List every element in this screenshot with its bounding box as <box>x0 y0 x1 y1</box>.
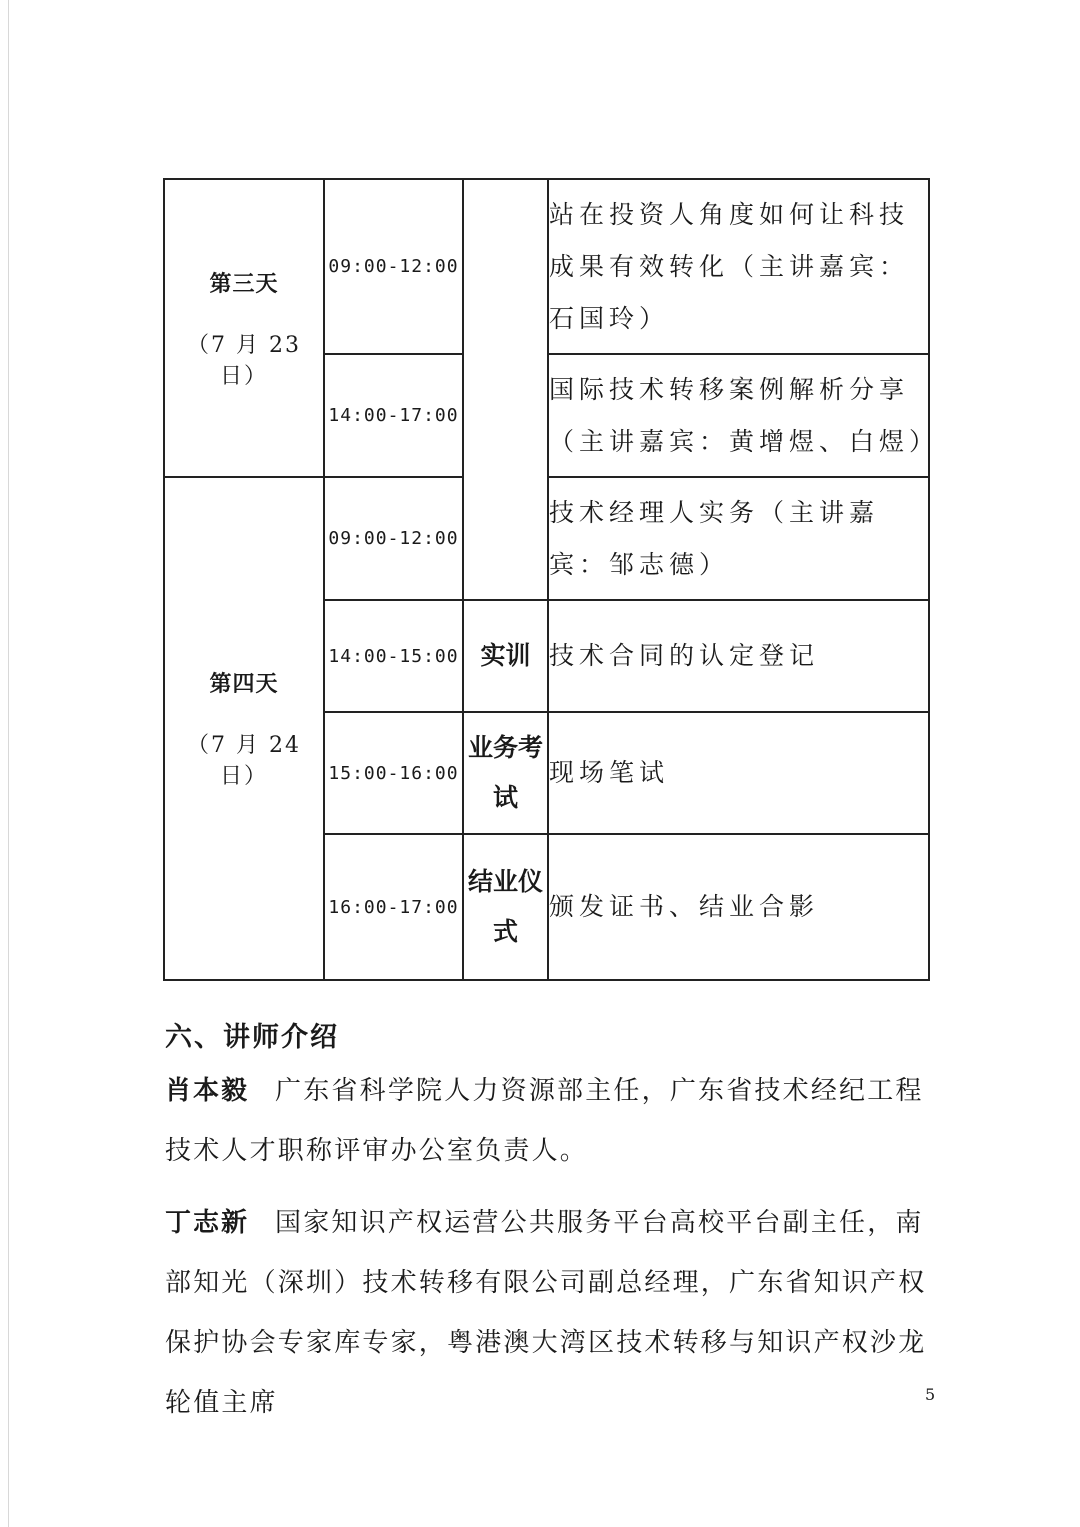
day-cell <box>164 179 324 477</box>
topic-cell: 技术经理人实务（主讲嘉宾：邹志德） <box>548 477 929 600</box>
lecturer-bio <box>165 1061 935 1181</box>
table-row <box>164 179 929 354</box>
time-cell: 14:00-15:00 <box>324 600 463 712</box>
page-number: 5 <box>925 1385 936 1404</box>
time-cell: 09:00-12:00 <box>324 477 463 600</box>
topic-cell: 技术合同的认定登记 <box>548 600 929 712</box>
time-cell: 15:00-16:00 <box>324 712 463 834</box>
lecturer-bio <box>165 1193 935 1433</box>
topic-cell: 现场笔试 <box>548 712 929 834</box>
day-name: 第四天 <box>209 671 279 697</box>
time-cell: 14:00-17:00 <box>324 354 463 477</box>
category-cell: 结业仪式 <box>463 834 548 980</box>
day-date: （7 月 24 日） <box>187 733 301 789</box>
day-date: （7 月 23 日） <box>187 332 301 389</box>
time-cell: 16:00-17:00 <box>324 834 463 980</box>
category-cell: 业务考试 <box>463 712 548 834</box>
schedule-table <box>163 178 940 981</box>
topic-cell: 国际技术转移案例解析分享（主讲嘉宾：黄增煜、白煜） <box>548 354 929 477</box>
day-name: 第三天 <box>209 270 279 297</box>
category-cell <box>463 179 548 600</box>
lecturer-description: 广东省科学院人力资源部主任，广东省技术经纪工程技术人才职称评审办公室负责人。 <box>165 1076 924 1166</box>
topic-cell: 站在投资人角度如何让科技成果有效转化（主讲嘉宾：石国玲） <box>548 179 929 354</box>
lecturer-name: 肖本毅 <box>165 1076 250 1106</box>
topic-cell: 颁发证书、结业合影 <box>548 834 929 980</box>
lecturer-name: 丁志新 <box>165 1208 250 1238</box>
lecturer-description: 国家知识产权运营公共服务平台高校平台副主任，南部知光（深圳）技术转移有限公司副总经理，广东省知识产权保护协会专家库专家，粤港澳大湾区技术转移与知识产权沙龙轮值主席 <box>165 1208 927 1418</box>
day-cell <box>164 477 324 980</box>
scan-edge-line <box>8 0 9 1527</box>
category-cell: 实训 <box>463 600 548 712</box>
time-cell: 09:00-12:00 <box>324 179 463 354</box>
section-heading: 六、讲师介绍 <box>165 1022 339 1053</box>
